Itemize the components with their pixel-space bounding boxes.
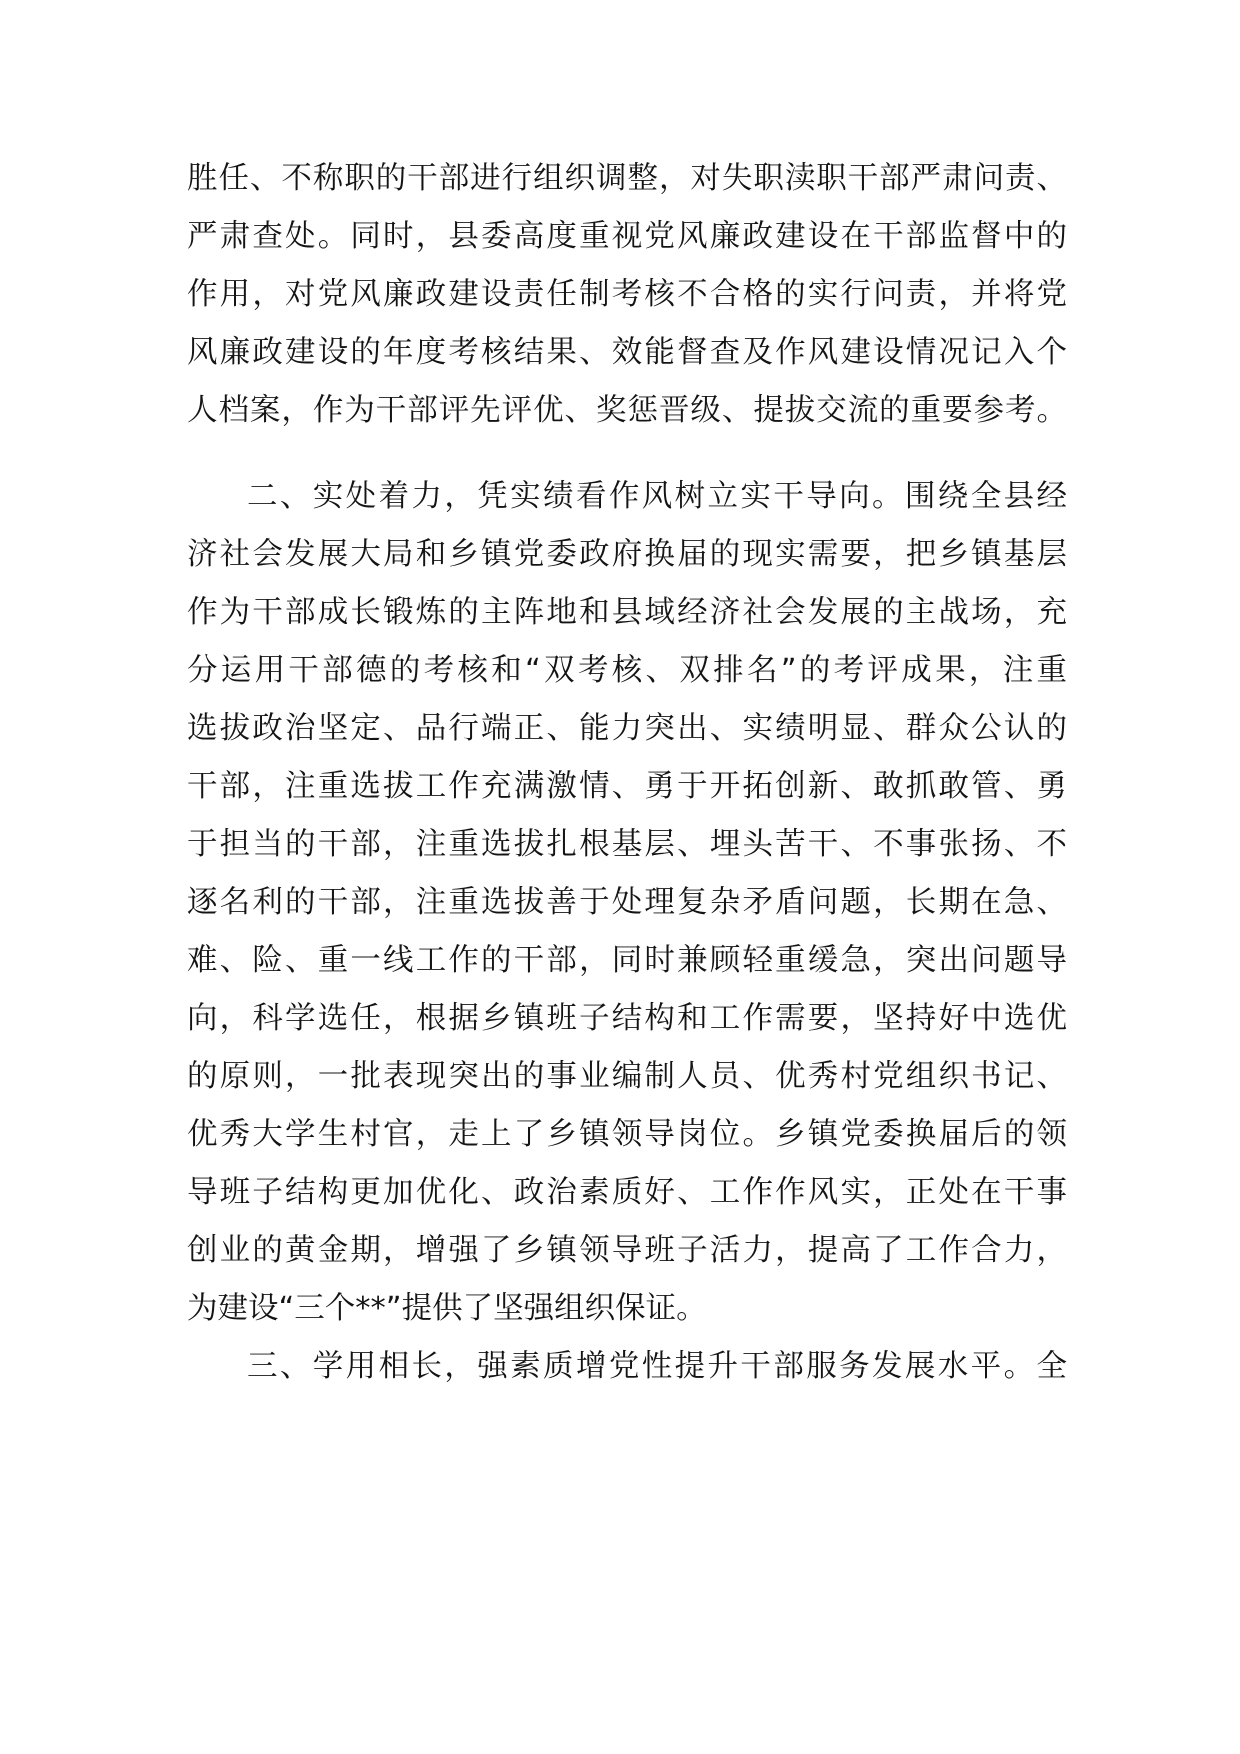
text-line: 人档案，作为干部评先评优、奖惩晋级、提拔交流的重要参考。 <box>187 393 1067 428</box>
text-line: 严肃查处。同时，县委高度重视党风廉政建设在干部监督中的 <box>187 219 1067 254</box>
text-line: 向，科学选任，根据乡镇班子结构和工作需要，坚持好中选优 <box>187 1001 1067 1036</box>
text-line: 风廉政建设的年度考核结果、效能督查及作风建设情况记入个 <box>187 335 1067 370</box>
section-three-heading-line: 三、学用相长，强素质增党性提升干部服务发展水平。全 <box>247 1349 1067 1384</box>
text-line: 的原则，一批表现突出的事业编制人员、优秀村党组织书记、 <box>187 1059 1067 1094</box>
text-line: 逐名利的干部，注重选拔善于处理复杂矛盾问题，长期在急、 <box>187 885 1067 920</box>
text-line: 创业的黄金期，增强了乡镇领导班子活力，提高了工作合力， <box>187 1233 1067 1268</box>
text-line-last: 为建设“三个**”提供了坚强组织保证。 <box>187 1291 707 1326</box>
text-line: 作为干部成长锻炼的主阵地和县域经济社会发展的主战场，充 <box>187 595 1067 630</box>
section-two-heading-line: 二、实处着力，凭实绩看作风树立实干导向。围绕全县经 <box>247 479 1067 514</box>
text-line: 优秀大学生村官，走上了乡镇领导岗位。乡镇党委换届后的领 <box>187 1117 1067 1152</box>
text-line: 导班子结构更加优化、政治素质好、工作作风实，正处在干事 <box>187 1175 1067 1210</box>
text-line: 于担当的干部，注重选拔扎根基层、埋头苦干、不事张扬、不 <box>187 827 1067 862</box>
text-line: 难、险、重一线工作的干部，同时兼顾轻重缓急，突出问题导 <box>187 943 1067 978</box>
text-line: 作用，对党风廉政建设责任制考核不合格的实行问责，并将党 <box>187 277 1067 312</box>
text-line: 干部，注重选拔工作充满激情、勇于开拓创新、敢抓敢管、勇 <box>187 769 1067 804</box>
text-line: 选拔政治坚定、品行端正、能力突出、实绩明显、群众公认的 <box>187 711 1067 746</box>
text-line: 分运用干部德的考核和“双考核、双排名”的考评成果，注重 <box>187 653 1067 688</box>
text-line: 胜任、不称职的干部进行组织调整，对失职渎职干部严肃问责、 <box>187 161 1067 196</box>
text-line: 济社会发展大局和乡镇党委政府换届的现实需要，把乡镇基层 <box>187 537 1067 572</box>
